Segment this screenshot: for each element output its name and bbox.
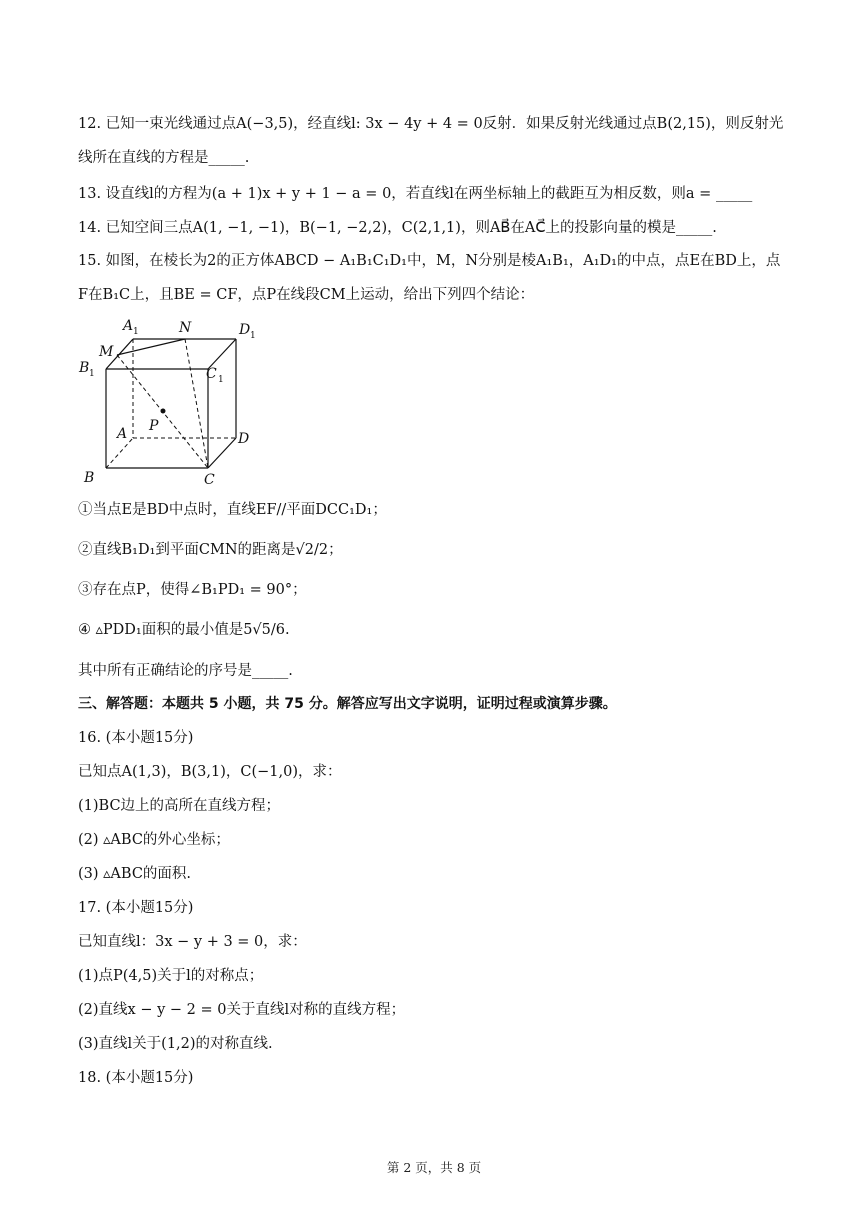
label-n: N: [179, 320, 192, 336]
label-b1: B: [79, 360, 90, 376]
label-c1: C: [206, 366, 217, 382]
q17-part2: (2)直线x − y − 2 = 0关于直线l对称的直线方程；: [78, 1002, 406, 1018]
q12-line1: 12. 已知一束光线通过点A(−3,5)，经直线l: 3x − 4y + 4 = 0反射．如果反射光线通过点B(2,15)，则反射光: [78, 116, 784, 132]
q15-answer-line: 其中所有正确结论的序号是_____.: [78, 663, 293, 679]
q16-stem: 已知点A(1,3)，B(3,1)，C(−1,0)，求：: [78, 764, 342, 780]
page-footer: 第 2 页，共 8 页: [386, 1160, 482, 1175]
q14-line: 14. 已知空间三点A(1, −1, −1)，B(−1, −2,2)，C(2,1,1)，则AB⃗在AC⃗上的投影向量的模是_____.: [78, 220, 717, 236]
label-b: B: [84, 470, 95, 486]
q16-part2: (2) ▵ABC的外心坐标；: [78, 832, 230, 848]
q18-heading: 18. (本小题15分): [78, 1070, 194, 1086]
q15-line2: F在B₁C上，且BE = CF，点P在线段CM上运动，给出下列四个结论：: [78, 287, 535, 303]
q17-stem: 已知直线l：3x − y + 3 = 0，求：: [78, 934, 307, 950]
label-d: D: [238, 431, 250, 447]
label-d1: D: [239, 322, 251, 338]
q17-heading: 17. (本小题15分): [78, 900, 194, 916]
q16-part3: (3) ▵ABC的面积.: [78, 866, 192, 882]
q12-line2: 线所在直线的方程是_____.: [78, 150, 250, 166]
svg-text:1: 1: [89, 369, 95, 379]
label-c: C: [204, 472, 215, 488]
svg-text:1: 1: [133, 327, 139, 337]
q16-part1: (1)BC边上的高所在直线方程；: [78, 798, 281, 814]
q15-statement-3: ③存在点P，使得∠B₁PD₁ = 90°；: [78, 582, 307, 598]
label-a: A: [117, 426, 128, 442]
q15-statement-4: ④ ▵PDD₁面积的最小值是5√5/6.: [78, 622, 290, 638]
q17-part1: (1)点P(4,5)关于l的对称点；: [78, 968, 264, 984]
cube-figure: [78, 308, 278, 488]
svg-text:1: 1: [250, 331, 256, 341]
point-p-dot: [161, 409, 166, 414]
q17-part3: (3)直线l关于(1,2)的对称直线.: [78, 1036, 273, 1052]
section-3-heading: 三、解答题：本题共 5 小题，共 75 分。解答应写出文字说明，证明过程或演算步骤。: [78, 696, 617, 712]
q13-line: 13. 设直线l的方程为(a + 1)x + y + 1 − a = 0，若直线l在两坐标轴上的截距互为相反数，则a = _____: [78, 186, 753, 202]
label-p: P: [149, 418, 159, 434]
q15-statement-1: ①当点E是BD中点时，直线EF//平面DCC₁D₁；: [78, 502, 387, 518]
q15-line1: 15. 如图，在棱长为2的正方体ABCD − A₁B₁C₁D₁中，M，N分别是棱A₁B₁，A₁D₁的中点，点E在BD上，点: [78, 253, 781, 269]
q16-heading: 16. (本小题15分): [78, 730, 194, 746]
svg-text:1: 1: [218, 375, 224, 385]
label-a1: A: [123, 318, 134, 334]
label-m: M: [99, 344, 114, 360]
q15-statement-2: ②直线B₁D₁到平面CMN的距离是√2/2；: [78, 542, 343, 558]
